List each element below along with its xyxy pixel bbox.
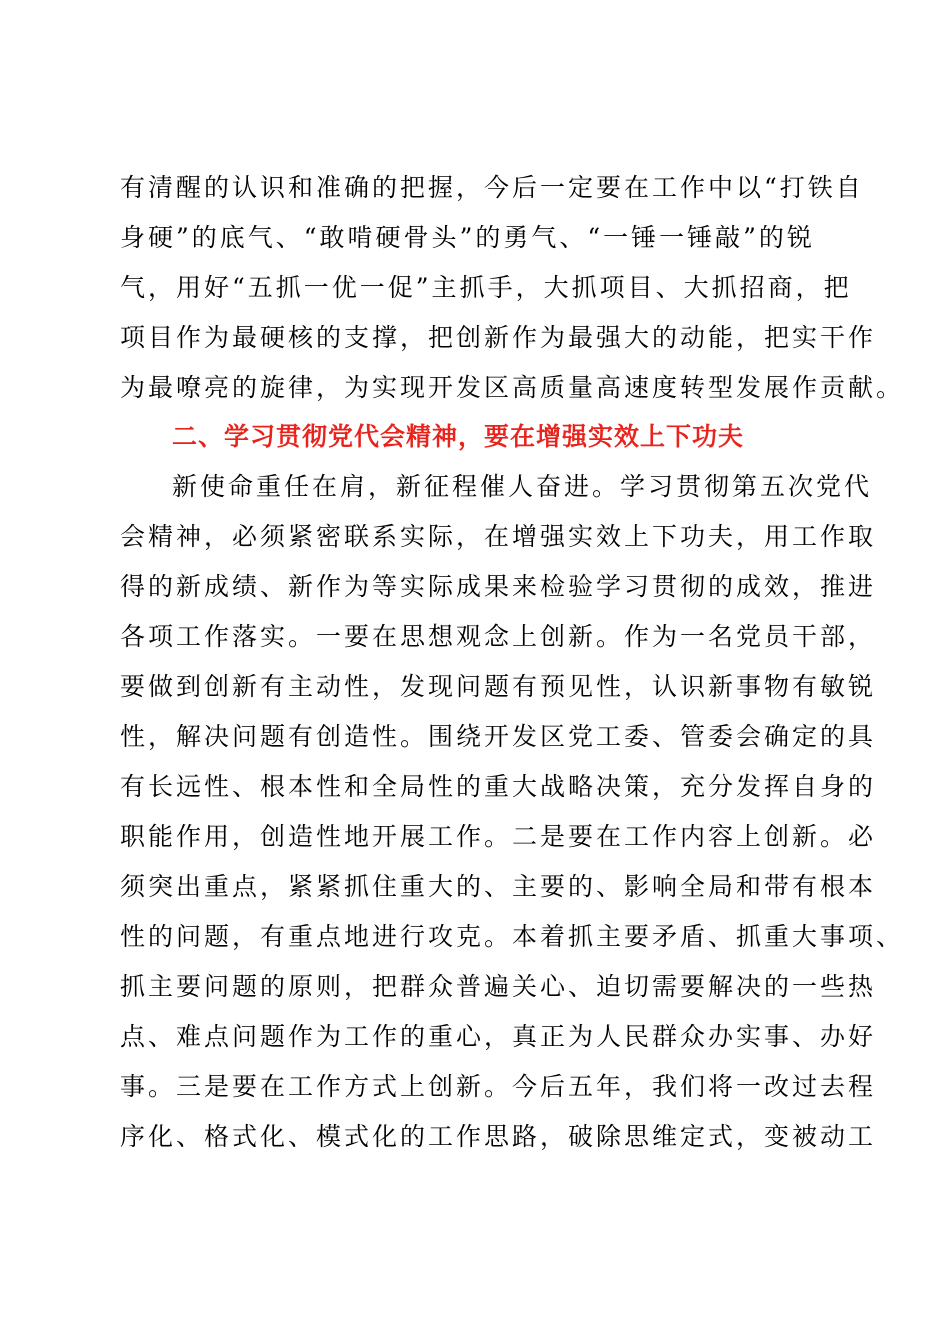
- paragraph-line: 序化、格式化、模式化的工作思路，破除思维定式，变被动工: [120, 1122, 877, 1151]
- paragraph-line: 项目作为最硬核的支撑，把创新作为最强大的动能，把实干作: [120, 323, 877, 352]
- paragraph-line: 会精神，必须紧密联系实际，在增强实效上下功夫，用工作取: [120, 522, 877, 551]
- paragraph-line: 各项工作落实。一要在思想观念上创新。作为一名党员干部，: [120, 622, 877, 651]
- paragraph-line: 事。三是要在工作方式上创新。今后五年，我们将一改过去程: [120, 1072, 877, 1101]
- paragraph-continued: [120, 163, 905, 413]
- paragraph-line: 要做到创新有主动性，发现问题有预见性，认识新事物有敏锐: [120, 672, 877, 701]
- paragraph-line: 职能作用，创造性地开展工作。二是要在工作内容上创新。必: [120, 822, 877, 851]
- section-heading: 二、学习贯彻党代会精神，要在增强实效上下功夫: [172, 422, 745, 451]
- paragraph-line: 身硬”的底气、“敢啃硬骨头”的勇气、“一锤一锤敲”的锐: [120, 223, 815, 252]
- paragraph-line: 点、难点问题作为工作的重心，真正为人民群众办实事、办好: [120, 1022, 877, 1051]
- paragraph-line: 有长远性、根本性和全局性的重大战略决策，充分发挥自身的: [120, 772, 877, 801]
- paragraph-line: 得的新成绩、新作为等实际成果来检验学习贯彻的成效，推进: [120, 572, 877, 601]
- paragraph-line: 须突出重点，紧紧抓住重大的、主要的、影响全局和带有根本: [120, 872, 877, 901]
- paragraph-line: 有清醒的认识和准确的把握，今后一定要在工作中以“打铁自: [120, 173, 864, 202]
- paragraph-section-two: [120, 462, 905, 1162]
- paragraph-line: 性的问题，有重点地进行攻克。本着抓主要矛盾、抓重大事项、: [120, 922, 905, 951]
- paragraph-line: 性，解决问题有创造性。围绕开发区党工委、管委会确定的具: [120, 722, 877, 751]
- paragraph-line: 气，用好“五抓一优一促”主抓手，大抓项目、大抓招商，把: [120, 273, 852, 302]
- paragraph-first-line: 新使命重任在肩，新征程催人奋进。学习贯彻第五次党代: [172, 472, 873, 501]
- paragraph-line: 抓主要问题的原则，把群众普遍关心、迫切需要解决的一些热: [120, 972, 877, 1001]
- paragraph-line: 为最嘹亮的旋律，为实现开发区高质量高速度转型发展作贡献。: [120, 373, 905, 402]
